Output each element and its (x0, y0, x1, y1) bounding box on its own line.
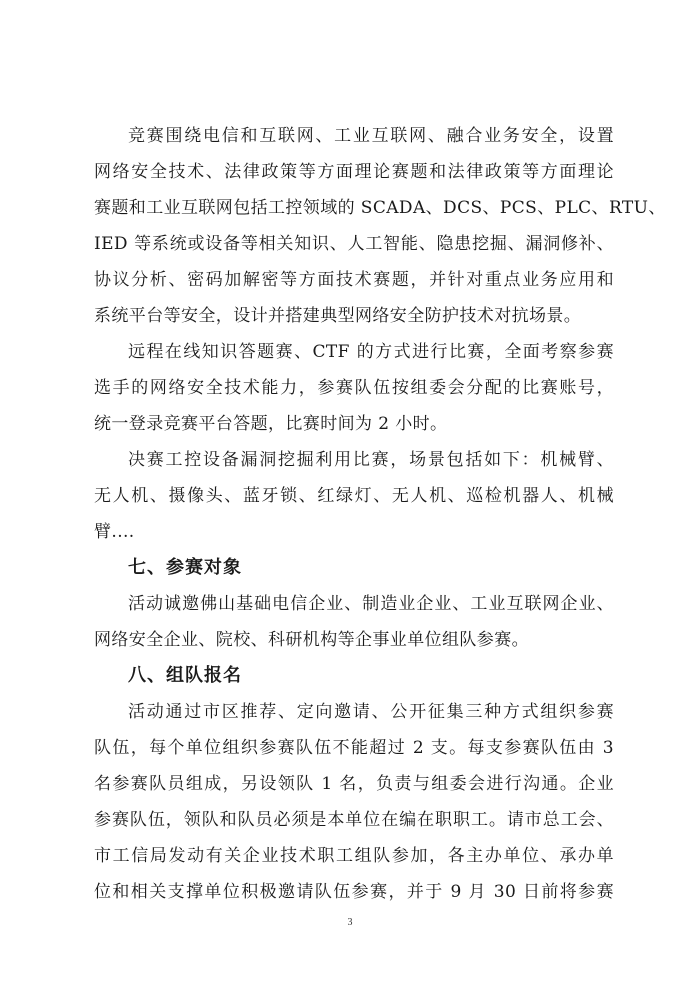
paragraph-line: 位和相关支撑单位积极邀请队伍参赛，并于 9 月 30 日前将参赛 (94, 882, 614, 902)
paragraph-line: 参赛队伍，领队和队员必须是本单位在编在职职工。请市总工会、 (94, 810, 614, 830)
paragraph-line: 市工信局发动有关企业技术职工组队参加，各主办单位、承办单 (94, 846, 614, 866)
paragraph-line: 无人机、摄像头、蓝牙锁、红绿灯、无人机、巡检机器人、机械 (94, 486, 614, 506)
section-heading-registration: 八、组队报名 (128, 665, 242, 686)
paragraph-line: 竞赛围绕电信和互联网、工业互联网、融合业务安全，设置 (128, 126, 614, 146)
paragraph-line: 远程在线知识答题赛、CTF 的方式进行比赛，全面考察参赛 (128, 342, 614, 362)
paragraph-line: 臂.... (94, 522, 135, 542)
paragraph-line: IED 等系统或设备等相关知识、人工智能、隐患挖掘、漏洞修补、 (94, 234, 614, 254)
paragraph-line: 网络安全企业、院校、科研机构等企事业单位组队参赛。 (94, 630, 529, 650)
paragraph-line: 协议分析、密码加解密等方面技术赛题，并针对重点业务应用和 (94, 270, 614, 290)
paragraph-line: 赛题和工业互联网包括工控领域的 SCADA、DCS、PCS、PLC、RTU、 (94, 198, 666, 218)
paragraph-line: 统一登录竞赛平台答题，比赛时间为 2 小时。 (94, 414, 448, 434)
paragraph-line: 活动通过市区推荐、定向邀请、公开征集三种方式组织参赛 (128, 702, 614, 722)
paragraph-line: 选手的网络安全技术能力，参赛队伍按组委会分配的比赛账号， (94, 378, 614, 398)
document-body (94, 118, 666, 910)
paragraph-line: 活动诚邀佛山基础电信企业、制造业企业、工业互联网企业、 (128, 594, 614, 614)
paragraph-line: 系统平台等安全，设计并搭建典型网络安全防护技术对抗场景。 (94, 306, 582, 326)
paragraph-line: 网络安全技术、法律政策等方面理论赛题和法律政策等方面理论 (94, 162, 614, 182)
page-number: 3 (347, 917, 353, 928)
section-heading-participants: 七、参赛对象 (128, 557, 242, 578)
paragraph-line: 队伍，每个单位组织参赛队伍不能超过 2 支。每支参赛队伍由 3 (94, 738, 614, 758)
paragraph-line: 名参赛队员组成，另设领队 1 名，负责与组委会进行沟通。企业 (94, 774, 614, 794)
paragraph-line: 决赛工控设备漏洞挖掘利用比赛，场景包括如下：机械臂、 (128, 450, 614, 470)
